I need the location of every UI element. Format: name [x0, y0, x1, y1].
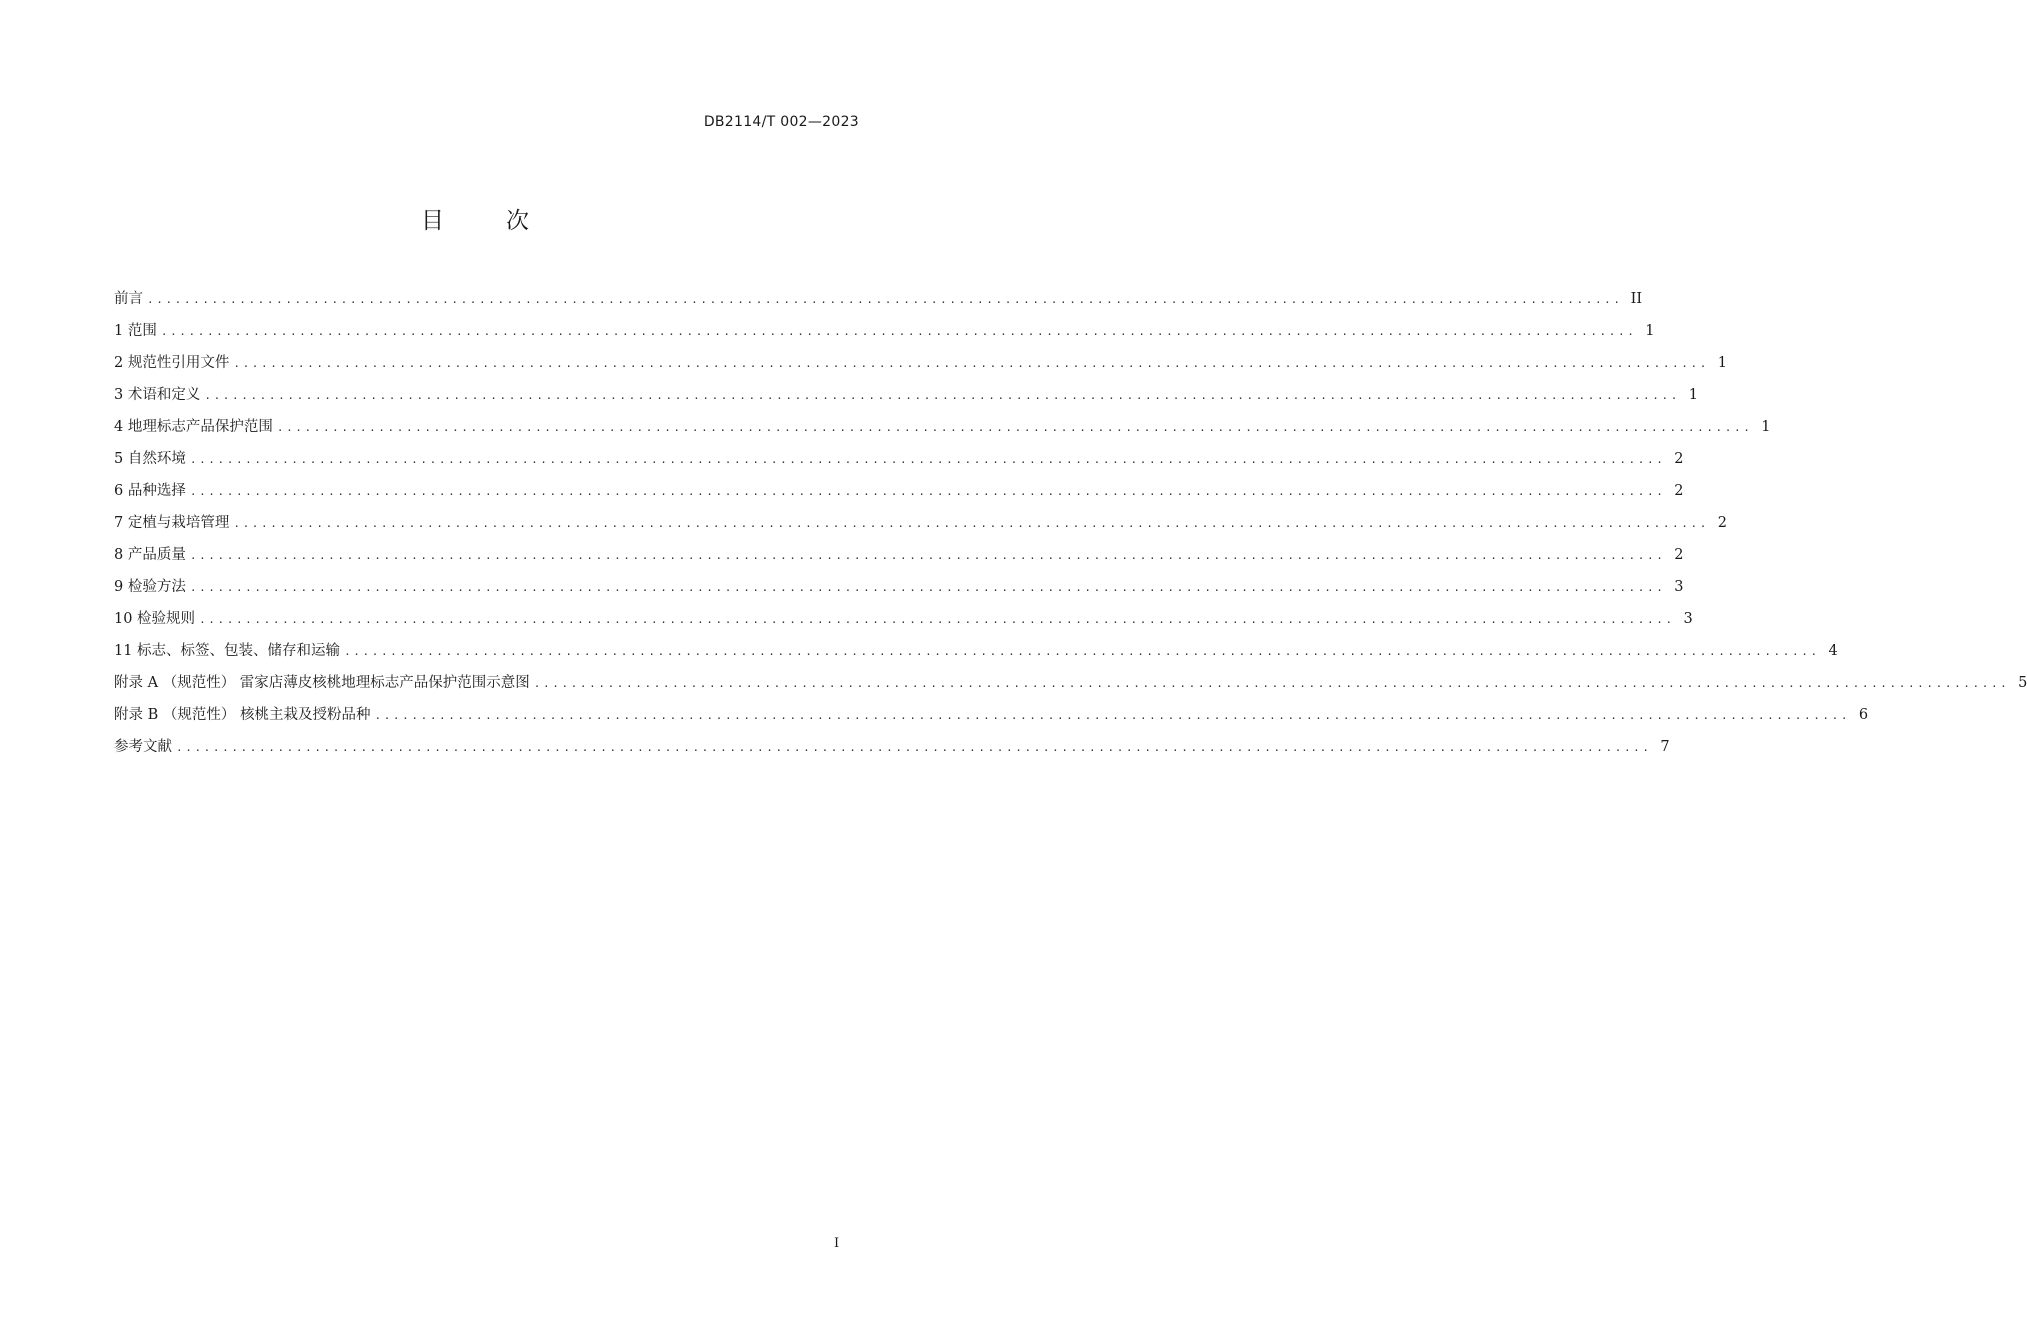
toc-entry-label: 8 产品质量: [114, 547, 186, 563]
toc-entry-label: 2 规范性引用文件: [114, 355, 230, 371]
toc-entry-variety-selection[interactable]: [114, 478, 1684, 510]
toc-entry-page: II: [1630, 291, 1643, 307]
toc-leader-dots: ................................................................................................................................................................: [147, 293, 1623, 306]
toc-entry-page: 4: [1828, 643, 1838, 659]
toc-leader-dots: ................................................................................................................................................................: [233, 517, 1709, 530]
toc-entry-page: 3: [1674, 579, 1684, 595]
toc-entry-page: 1: [1688, 387, 1698, 403]
toc-entry-page: 6: [1858, 707, 1869, 723]
toc-entry-label: 7 定植与栽培管理: [114, 515, 230, 531]
toc-entry-label: 9 检验方法: [114, 579, 186, 595]
toc-entry-page: 1: [1645, 323, 1655, 339]
toc-leader-dots: ................................................................................................................................................................: [204, 389, 1680, 402]
toc-leader-dots: ................................................................................................................................................................: [533, 677, 2010, 690]
toc-entry-page: 2: [1674, 483, 1684, 499]
toc-entry-appendix-b[interactable]: [114, 702, 1869, 734]
toc-entry-page: 2: [1717, 515, 1727, 531]
toc-list: [114, 286, 2027, 766]
toc-entry-page: 2: [1674, 451, 1684, 467]
toc-leader-dots: ................................................................................................................................................................: [160, 325, 1637, 338]
toc-entry-label: 附录 B （规范性） 核桃主栽及授粉品种: [114, 707, 371, 723]
toc-entry-protection-scope[interactable]: [114, 414, 1771, 446]
toc-entry-label: 1 范围: [114, 323, 157, 339]
toc-entry-terms-definitions[interactable]: [114, 382, 1698, 414]
toc-leader-dots: ................................................................................................................................................................: [189, 453, 1666, 466]
toc-leader-dots: ................................................................................................................................................................: [176, 741, 1652, 754]
toc-entry-label: 4 地理标志产品保护范围: [114, 419, 273, 435]
toc-entry-product-quality[interactable]: [114, 542, 1684, 574]
document-code: DB2114/T 002—2023: [703, 114, 859, 130]
toc-entry-label: 5 自然环境: [114, 451, 186, 467]
toc-leader-dots: ................................................................................................................................................................: [233, 357, 1709, 370]
toc-entry-page: 1: [1761, 419, 1771, 435]
toc-entry-scope[interactable]: [114, 318, 1655, 350]
toc-entry-page: 3: [1683, 611, 1693, 627]
toc-leader-dots: ................................................................................................................................................................: [189, 549, 1666, 562]
toc-entry-inspection-rules[interactable]: [114, 606, 1693, 638]
toc-entry-label: 10 检验规则: [114, 611, 196, 627]
toc-entry-natural-environment[interactable]: [114, 446, 1684, 478]
toc-entry-label: 6 品种选择: [114, 483, 186, 499]
toc-leader-dots: ................................................................................................................................................................: [189, 485, 1666, 498]
toc-entry-test-methods[interactable]: [114, 574, 1684, 606]
toc-entry-appendix-a[interactable]: [114, 670, 2027, 702]
toc-leader-dots: ................................................................................................................................................................: [199, 613, 1675, 626]
toc-entry-planting-management[interactable]: [114, 510, 1727, 542]
toc-entry-label: 11 标志、标签、包装、储存和运输: [114, 643, 341, 659]
toc-entry-page: 1: [1717, 355, 1727, 371]
toc-entry-marking-packaging[interactable]: [114, 638, 1838, 670]
toc-entry-label: 附录 A （规范性） 雷家店薄皮核桃地理标志产品保护范围示意图: [114, 675, 530, 691]
toc-entry-label: 参考文献: [114, 739, 172, 755]
toc-title: 目次: [421, 208, 591, 234]
toc-entry-bibliography[interactable]: [114, 734, 1670, 766]
toc-entry-page: 5: [2018, 675, 2027, 691]
toc-entry-foreword[interactable]: [114, 286, 1643, 318]
toc-entry-normative-references[interactable]: [114, 350, 1727, 382]
toc-leader-dots: ................................................................................................................................................................: [276, 421, 1753, 434]
toc-leader-dots: ................................................................................................................................................................: [374, 709, 1851, 722]
toc-entry-page: 7: [1660, 739, 1670, 755]
toc-leader-dots: ................................................................................................................................................................: [344, 645, 1820, 658]
toc-entry-label: 3 术语和定义: [114, 387, 201, 403]
toc-entry-page: 2: [1674, 547, 1684, 563]
toc-entry-label: 前言: [114, 291, 143, 307]
page-number: I: [834, 1236, 840, 1251]
toc-leader-dots: ................................................................................................................................................................: [189, 581, 1666, 594]
